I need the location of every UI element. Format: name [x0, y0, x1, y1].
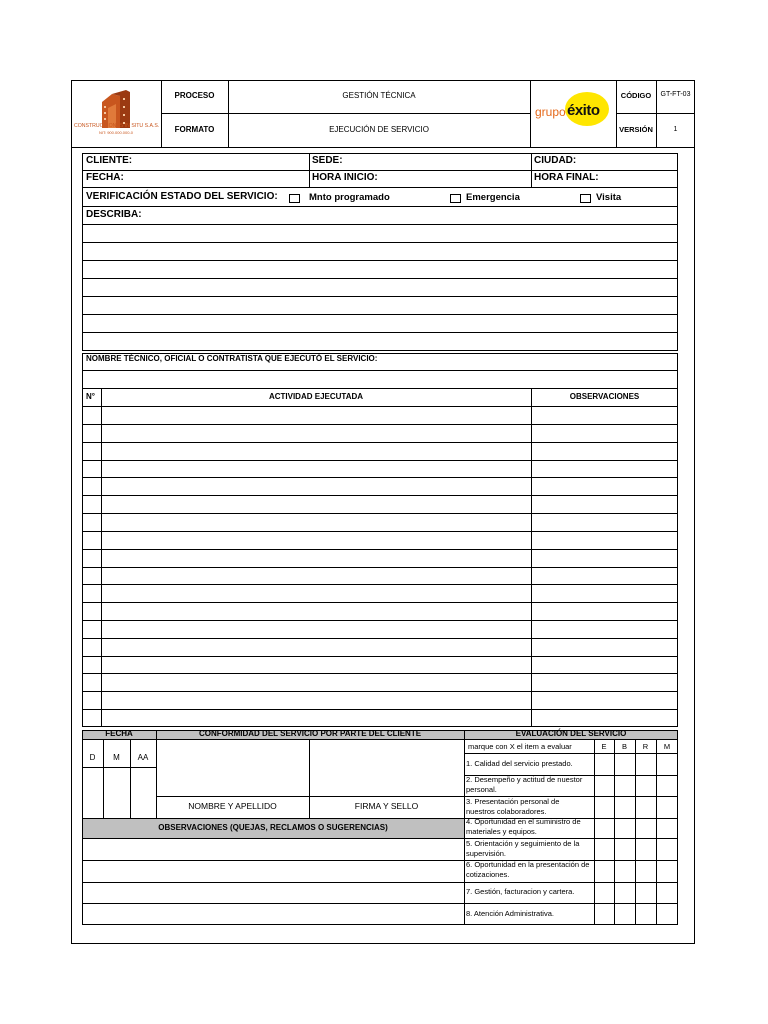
col-n-header: N° — [86, 392, 95, 401]
d-label: D — [89, 753, 96, 762]
hora-final-label: HORA FINAL: — [534, 172, 599, 183]
fecha-label: FECHA: — [86, 172, 124, 183]
grade-b: B — [621, 742, 627, 751]
ciudad-label: CIUDAD: — [534, 155, 577, 166]
table-row — [82, 673, 678, 674]
version-value: 1 — [673, 126, 678, 133]
grade-r: R — [642, 742, 649, 751]
col-observaciones-header: OBSERVACIONES — [569, 392, 640, 401]
marque-label: marque con X el item a evaluar — [468, 742, 572, 751]
brand-grupo: grupo — [535, 105, 566, 119]
tecnico-label: NOMBRE TÉCNICO, OFICIAL O CONTRATISTA QUE EJECUTÓ EL SERVICIO: — [86, 354, 378, 363]
nombre-apellido-label: NOMBRE Y APELLIDO — [188, 801, 277, 811]
formato-label: FORMATO — [174, 125, 215, 134]
table-row — [82, 602, 678, 603]
brand-logo — [533, 92, 615, 132]
list-item: 6. Oportunidad en la presentación de cotizaciones. — [466, 860, 590, 879]
grade-e: E — [601, 742, 607, 751]
company-logo-text: CONSTRUCCIONES IN SITU S.A.S. — [74, 123, 160, 129]
list-item: 2. Desempeño y actitud de nuestor personal. — [466, 775, 583, 794]
table-row — [82, 638, 678, 639]
table-row — [82, 709, 678, 710]
proceso-value: GESTIÓN TÉCNICA — [342, 91, 416, 100]
verificacion-label: VERIFICACIÓN ESTADO DEL SERVICIO: — [86, 191, 278, 202]
evaluacion-label: EVALUACIÓN DEL SERVICIO — [515, 729, 627, 738]
company-logo — [72, 82, 160, 146]
m-label: M — [113, 753, 120, 762]
grade-m: M — [663, 742, 671, 751]
codigo-label: CÓDIGO — [620, 91, 652, 100]
cliente-label: CLIENTE: — [86, 155, 133, 166]
fecha-footer-label: FECHA — [105, 729, 133, 738]
table-row — [82, 513, 678, 514]
describa-label: DESCRIBA: — [86, 209, 142, 220]
brand-exito: éxito — [567, 102, 600, 119]
visita-checkbox[interactable] — [580, 194, 591, 203]
table-row — [82, 620, 678, 621]
list-item: 7. Gestión, facturacion y cartera. — [466, 887, 575, 896]
visita-label: Visita — [596, 192, 622, 203]
table-row — [82, 691, 678, 692]
list-item: 4. Oportunidad en el suministro de materiales y equipos. — [466, 817, 581, 836]
firma-sello-label: FIRMA Y SELLO — [354, 801, 419, 811]
mnto-label: Mnto programado — [309, 192, 390, 203]
table-row — [82, 495, 678, 496]
table-row — [82, 424, 678, 425]
list-item: 5. Orientación y seguimiento de la supervisión. — [466, 839, 580, 858]
codigo-value: GT-FT-03 — [660, 91, 691, 98]
col-actividad-header: ACTIVIDAD EJECUTADA — [268, 392, 364, 401]
list-item: 1. Calidad del servicio prestado. — [466, 759, 573, 768]
table-row — [82, 549, 678, 550]
table-row — [82, 477, 678, 478]
table-row — [82, 442, 678, 443]
aa-label: AA — [137, 753, 149, 762]
company-logo-nit: NIT: 900.000.000-0 — [98, 130, 134, 135]
table-row — [82, 656, 678, 657]
list-item: 8. Atención Administrativa. — [466, 909, 554, 918]
list-item: 3. Presentación personal de nuestros colaboradores. — [466, 797, 560, 816]
formato-value: EJECUCIÓN DE SERVICIO — [329, 125, 429, 134]
table-row — [82, 406, 678, 407]
table-row — [82, 531, 678, 532]
proceso-label: PROCESO — [174, 91, 215, 100]
activities-box — [82, 353, 678, 727]
emergencia-checkbox[interactable] — [450, 194, 461, 203]
emergencia-label: Emergencia — [466, 192, 520, 203]
sede-label: SEDE: — [312, 155, 343, 166]
mnto-checkbox[interactable] — [289, 194, 300, 203]
table-row — [82, 584, 678, 585]
table-row — [82, 460, 678, 461]
table-row — [82, 567, 678, 568]
version-label: VERSIÓN — [619, 125, 653, 134]
conformidad-label: CONFORMIDAD DEL SERVICIO POR PARTE DEL CLIENTE — [198, 729, 422, 738]
hora-inicio-label: HORA INICIO: — [312, 172, 378, 183]
observaciones-label: OBSERVACIONES (QUEJAS, RECLAMOS O SUGERENCIAS) — [158, 823, 388, 832]
